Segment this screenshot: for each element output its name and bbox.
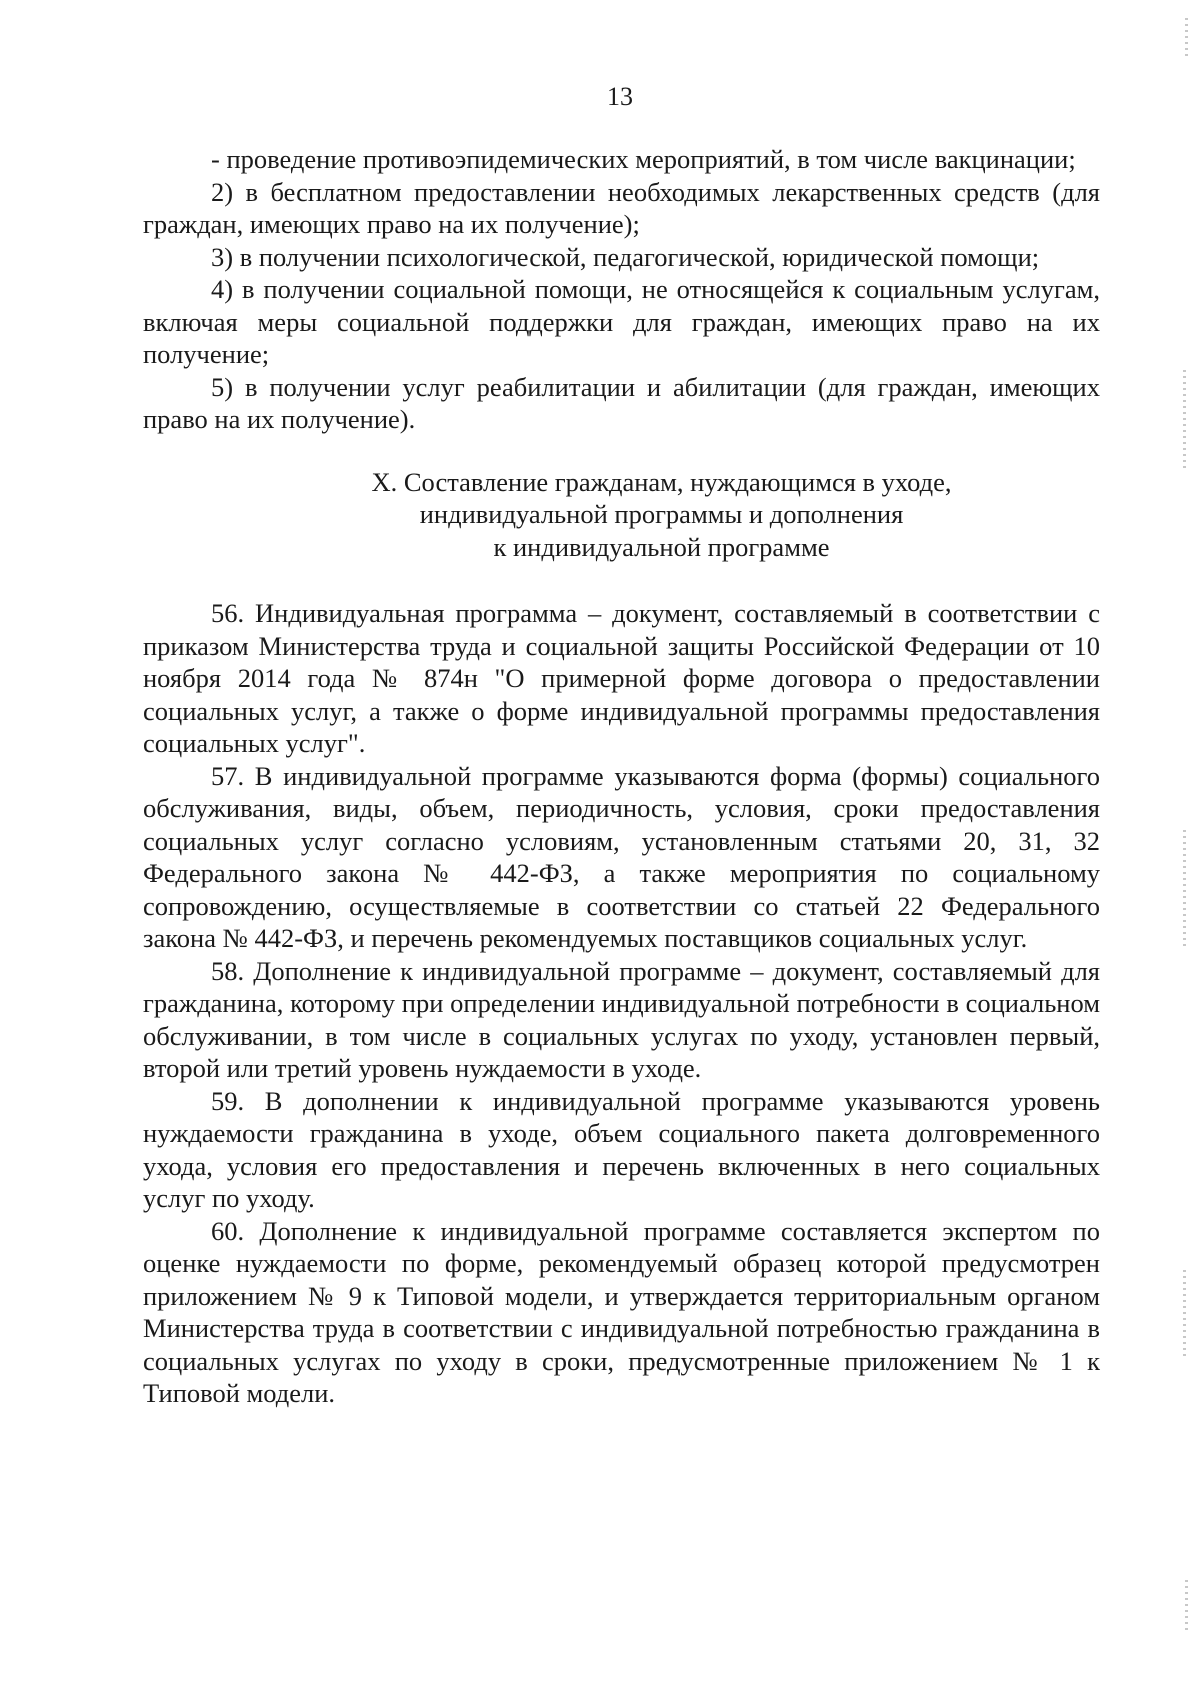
paragraph-57: 57. В индивидуальной программе указываются форма (формы) социального обслуживания, виды, объем, периодичность, условия, сроки предоставления социальных услуг согласно условиям, установленным статьями 20, 31, 32 Федерального закона № 442-ФЗ, а также мероприятия по социальному сопровождению, осуществляемые в соответствии со статьей 22 Федерального закона № 442-ФЗ, и перечень рекомендуемых поставщиков социальных услуг. (143, 760, 1100, 953)
section-heading-line-3: к индивидуальной программе (493, 531, 830, 562)
document-body (143, 143, 1100, 1410)
scan-edge-artifact (1183, 1270, 1186, 1360)
paragraph-56: 56. Индивидуальная программа – документ, составляемый в соответствии с приказом Министерства труда и социальной защиты Российской Федерации от 10 ноября 2014 года № 874н "О примерной форме договора о предоставлении социальных услуг, а также о форме индивидуальной программы предоставления социальных услуг". (143, 598, 1100, 758)
paragraph-item-3: 3) в получении психологической, педагогической, юридической помощи; (211, 241, 1040, 272)
paragraph-item-5: 5) в получении услуг реабилитации и абилитации (для граждан, имеющих право на их получение). (143, 371, 1100, 434)
section-heading (143, 466, 1100, 564)
paragraph-59: 59. В дополнении к индивидуальной программе указываются уровень нуждаемости гражданина в уходе, объем социального пакета долговременного ухода, условия его предоставления и перечень включенных в него социальных услуг по уходу. (143, 1085, 1100, 1213)
section-heading-line-2: индивидуальной программы и дополнения (419, 499, 904, 529)
scan-edge-artifact (1183, 370, 1186, 470)
scan-edge-artifact (1185, 18, 1188, 58)
section-heading-line-1: X. Составление гражданам, нуждающимся в уходе, (371, 466, 952, 497)
paragraph-vaccination: - проведение противоэпидемических мероприятий, в том числе вакцинации; (211, 144, 1076, 174)
paragraph-item-4: 4) в получении социальной помощи, не относящейся к социальным услугам, включая меры социальной поддержки для граждан, имеющих право на их получение; (143, 274, 1100, 369)
page-number: 13 (607, 82, 633, 111)
paragraph-60: 60. Дополнение к индивидуальной программе составляется экспертом по оценке нуждаемости по форме, рекомендуемый образец которой предусмотрен приложением № 9 к Типовой модели, и утверждается территориальным органом Министерства труда в соответствии с индивидуальной потребностью гражданина в социальных услугах по уходу в сроки, предусмотренные приложением № 1 к Типовой модели. (143, 1215, 1100, 1408)
scan-edge-artifact (1185, 1580, 1188, 1630)
paragraph-58: 58. Дополнение к индивидуальной программе – документ, составляемый для гражданина, которому при определении индивидуальной потребности в социальном обслуживании, в том числе в социальных услугах по уходу, установлен первый, второй или третий уровень нуждаемости в уходе. (143, 955, 1100, 1083)
scan-edge-artifact (1183, 830, 1186, 950)
paragraph-item-2: 2) в бесплатном предоставлении необходимых лекарственных средств (для граждан, имеющих право на их получение); (143, 176, 1100, 239)
